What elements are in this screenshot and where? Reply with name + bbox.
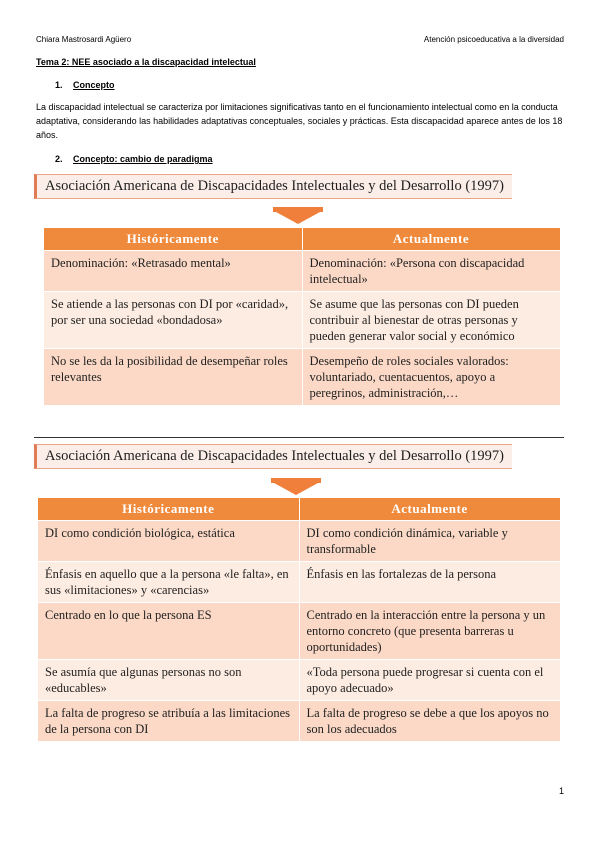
table-cell: Se asume que las personas con DI pueden contribuir al bienestar de otras personas y pueden generar valor social y económico [302,292,560,349]
table-cell: Denominación: «Retrasado mental» [44,251,302,292]
table-cell: DI como condición biológica, estática [38,521,299,562]
paradigm-figure-2 [34,440,564,772]
section-heading-paradigma [55,154,213,164]
table-row [38,701,560,742]
table-cell: Desempeño de roles sociales valorados: voluntariado, cuentacuentos, apoyo a peregrinos, administración,… [302,349,560,406]
table-cell: Énfasis en aquello que a la persona «le falta», en sus «limitaciones» y «carencias» [38,562,299,603]
paradigm-table-2 [38,498,561,741]
table-cell: Centrado en lo que la persona ES [38,603,299,660]
section-number: 1. [55,80,63,90]
section-heading-concepto [55,80,115,90]
concept-paragraph: La discapacidad intelectual se caracteriza por limitaciones significativas tanto en el funcionamiento intelectual como en la conducta adaptativa, considerando las habilidades adaptativas conceptuales, sociales y prácticas. Esta discapacidad aparece antes de los 18 años. [36,102,563,140]
section-label: Concepto: cambio de paradigma [73,154,213,164]
page-number: 1 [558,786,564,796]
column-header-currently: Actualmente [302,228,560,251]
table-cell: DI como condición dinámica, variable y transformable [299,521,560,562]
figure-banner: Asociación Americana de Discapacidades Intelectuales y del Desarrollo (1997) [34,444,512,469]
table-cell: No se les da la posibilidad de desempeñar roles relevantes [44,349,302,406]
column-header-currently: Actualmente [299,498,560,521]
paradigm-table-1 [44,228,561,405]
down-arrow-icon [276,212,320,224]
table-cell: Centrado en la interacción entre la persona y un entorno concreto (que presenta barreras u oportunidades) [299,603,560,660]
table-cell: La falta de progreso se atribuía a las limitaciones de la persona con DI [38,701,299,742]
table-cell: Se asumía que algunas personas no son «educables» [38,660,299,701]
header-course: Atención psicoeducativa a la diversidad [423,35,564,44]
column-header-historically: Históricamente [38,498,299,521]
table-row [44,292,560,349]
table-row [38,660,560,701]
paradigm-figure-1 [34,172,564,436]
figure-banner: Asociación Americana de Discapacidades Intelectuales y del Desarrollo (1997) [34,174,512,199]
page-title: Tema 2: NEE asociado a la discapacidad intelectual [36,57,256,67]
table-cell: Se atiende a las personas con DI por «caridad», por ser una sociedad «bondadosa» [44,292,302,349]
down-arrow-icon [274,483,318,495]
table-cell: «Toda persona puede progresar si cuenta con el apoyo adecuado» [299,660,560,701]
table-row [38,521,560,562]
table-cell: La falta de progreso se debe a que los apoyos no son los adecuados [299,701,560,742]
table-row [38,562,560,603]
table-row [44,349,560,406]
table-cell: Énfasis en las fortalezas de la persona [299,562,560,603]
table-row [44,251,560,292]
table-cell: Denominación: «Persona con discapacidad intelectual» [302,251,560,292]
header-author: Chiara Mastrosardi Agüero [36,35,132,44]
table-row [38,603,560,660]
section-number: 2. [55,154,63,164]
figure-divider [34,437,564,438]
column-header-historically: Históricamente [44,228,302,251]
section-label: Concepto [73,80,115,90]
